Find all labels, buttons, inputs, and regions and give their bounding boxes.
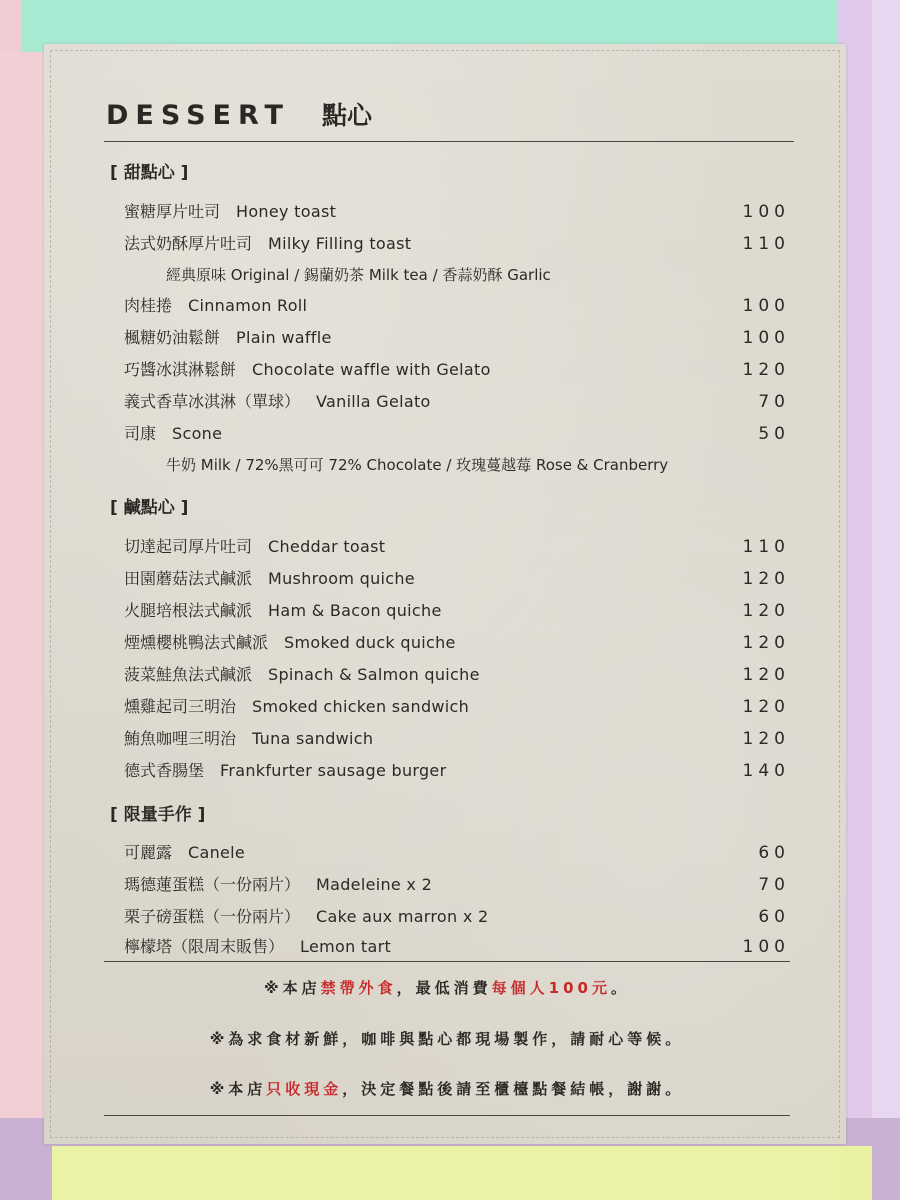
notice-text: ，決定餐點後請至櫃檯點餐結帳，謝謝。 [342,1080,685,1098]
menu-item [124,325,790,351]
item-name-zh: 菠菜鮭魚法式鹹派 [124,665,253,684]
item-name-en: Madeleine x 2 [316,875,433,894]
item-name-en: Honey toast [236,202,337,221]
notice-cash-only [104,1078,790,1099]
item-name-en: Milky Filling toast [268,234,412,253]
item-price: 120 [742,360,790,380]
notice-highlight: 只收現金 [266,1080,343,1098]
item-name-zh: 楓糖奶油鬆餅 [124,328,221,347]
item-price: 120 [742,633,790,653]
menu-item [124,934,790,960]
menu-item [124,840,790,866]
background-yellow-band [52,1146,872,1200]
menu-item [124,566,790,592]
notice-text: ※本店 [209,1080,267,1098]
item-name-en: Vanilla Gelato [316,392,431,411]
background-lavender-edge [872,0,900,1200]
notice-freshly-made: ※為求食材新鮮，咖啡與點心都現場製作，請耐心等候。 [209,1030,685,1048]
item-name-zh: 肉桂捲 [124,296,173,315]
scone-flavor-options: 牛奶 Milk / 72%黑可可 72% Chocolate / 玫瑰蔓越莓 Rose & Cranberry [166,456,669,474]
title-english: DESSERT [106,100,290,131]
item-name-zh: 田園蘑菇法式鹹派 [124,569,253,588]
menu-item [124,199,790,225]
item-price: 120 [742,601,790,621]
item-name-zh: 煙燻櫻桃鴨法式鹹派 [124,633,269,652]
item-price: 60 [758,907,790,927]
menu-item [124,357,790,383]
item-name-zh: 火腿培根法式鹹派 [124,601,253,620]
menu-item [124,694,790,720]
item-name-zh: 檸檬塔（限周末販售） [124,937,285,956]
menu-item [124,904,790,930]
item-name-zh: 蜜糖厚片吐司 [124,202,221,221]
item-price: 50 [758,424,790,444]
item-name-zh: 巧醬冰淇淋鬆餅 [124,360,237,379]
item-name-zh: 瑪德蓮蛋糕（一份兩片） [124,875,301,894]
item-price: 100 [742,202,790,222]
menu-item [124,726,790,752]
item-price: 140 [742,761,790,781]
notice-divider-bottom [104,1115,790,1116]
item-name-en: Tuna sandwich [252,729,374,748]
item-name-zh: 切達起司厚片吐司 [124,537,253,556]
item-name-zh: 燻雞起司三明治 [124,697,237,716]
item-name-en: Mushroom quiche [268,569,415,588]
item-name-en: Frankfurter sausage burger [220,761,447,780]
title-chinese: 點心 [321,101,372,130]
section-savory-heading: [ 鹹點心 ] [110,498,189,518]
notice-text: 。 [610,979,630,997]
item-name-zh: 司康 [124,424,157,443]
menu-item [124,534,790,560]
item-name-zh: 栗子磅蛋糕（一份兩片） [124,907,301,926]
item-name-en: Smoked duck quiche [284,633,456,652]
notice-text: ※本店 [264,979,321,997]
notice-highlight: 每個人100元 [491,979,611,997]
item-name-en: Spinach & Salmon quiche [268,665,480,684]
notice-text: ，最低消費 [396,979,492,997]
item-name-en: Smoked chicken sandwich [252,697,470,716]
background-pink-corner [0,0,22,52]
item-name-en: Cinnamon Roll [188,296,308,315]
toast-flavor-options: 經典原味 Original / 錫蘭奶茶 Milk tea / 香蒜奶酥 Garlic [166,266,551,284]
menu-item [124,630,790,656]
item-name-zh: 可麗露 [124,843,173,862]
item-price: 120 [742,569,790,589]
item-price: 100 [742,937,790,957]
item-name-en: Scone [172,424,223,443]
notice-divider-top [104,961,790,962]
menu-item [124,293,790,319]
section-limited-heading: [ 限量手作 ] [110,805,206,825]
item-name-en: Cheddar toast [268,537,386,556]
menu-item [124,872,790,898]
item-name-en: Chocolate waffle with Gelato [252,360,491,379]
item-name-en: Lemon tart [300,937,392,956]
item-name-zh: 法式奶酥厚片吐司 [124,234,253,253]
section-sweet-heading: [ 甜點心 ] [110,163,189,183]
item-name-en: Plain waffle [236,328,332,347]
item-name-zh: 德式香腸堡 [124,761,205,780]
menu-title [106,96,372,132]
notice-highlight: 禁帶外食 [320,979,397,997]
item-price: 120 [742,697,790,717]
item-price: 70 [758,875,790,895]
item-name-en: Cake aux marron x 2 [316,907,489,926]
item-name-zh: 義式香草冰淇淋（單球） [124,392,301,411]
menu-item [124,758,790,784]
item-price: 120 [742,665,790,685]
item-name-en: Ham & Bacon quiche [268,601,442,620]
notice-no-outside-food [104,977,790,998]
item-price: 100 [742,296,790,316]
menu-item [124,389,790,415]
menu-item [124,231,790,257]
menu-item [124,421,790,447]
item-price: 120 [742,729,790,749]
item-price: 110 [742,537,790,557]
item-price: 60 [758,843,790,863]
menu-item [124,598,790,624]
item-name-zh: 鮪魚咖哩三明治 [124,729,237,748]
item-price: 70 [758,392,790,412]
item-name-en: Canele [188,843,246,862]
title-divider [104,141,794,142]
background-yellow-edge [840,1146,872,1200]
item-price: 110 [742,234,790,254]
menu-item [124,662,790,688]
item-price: 100 [742,328,790,348]
